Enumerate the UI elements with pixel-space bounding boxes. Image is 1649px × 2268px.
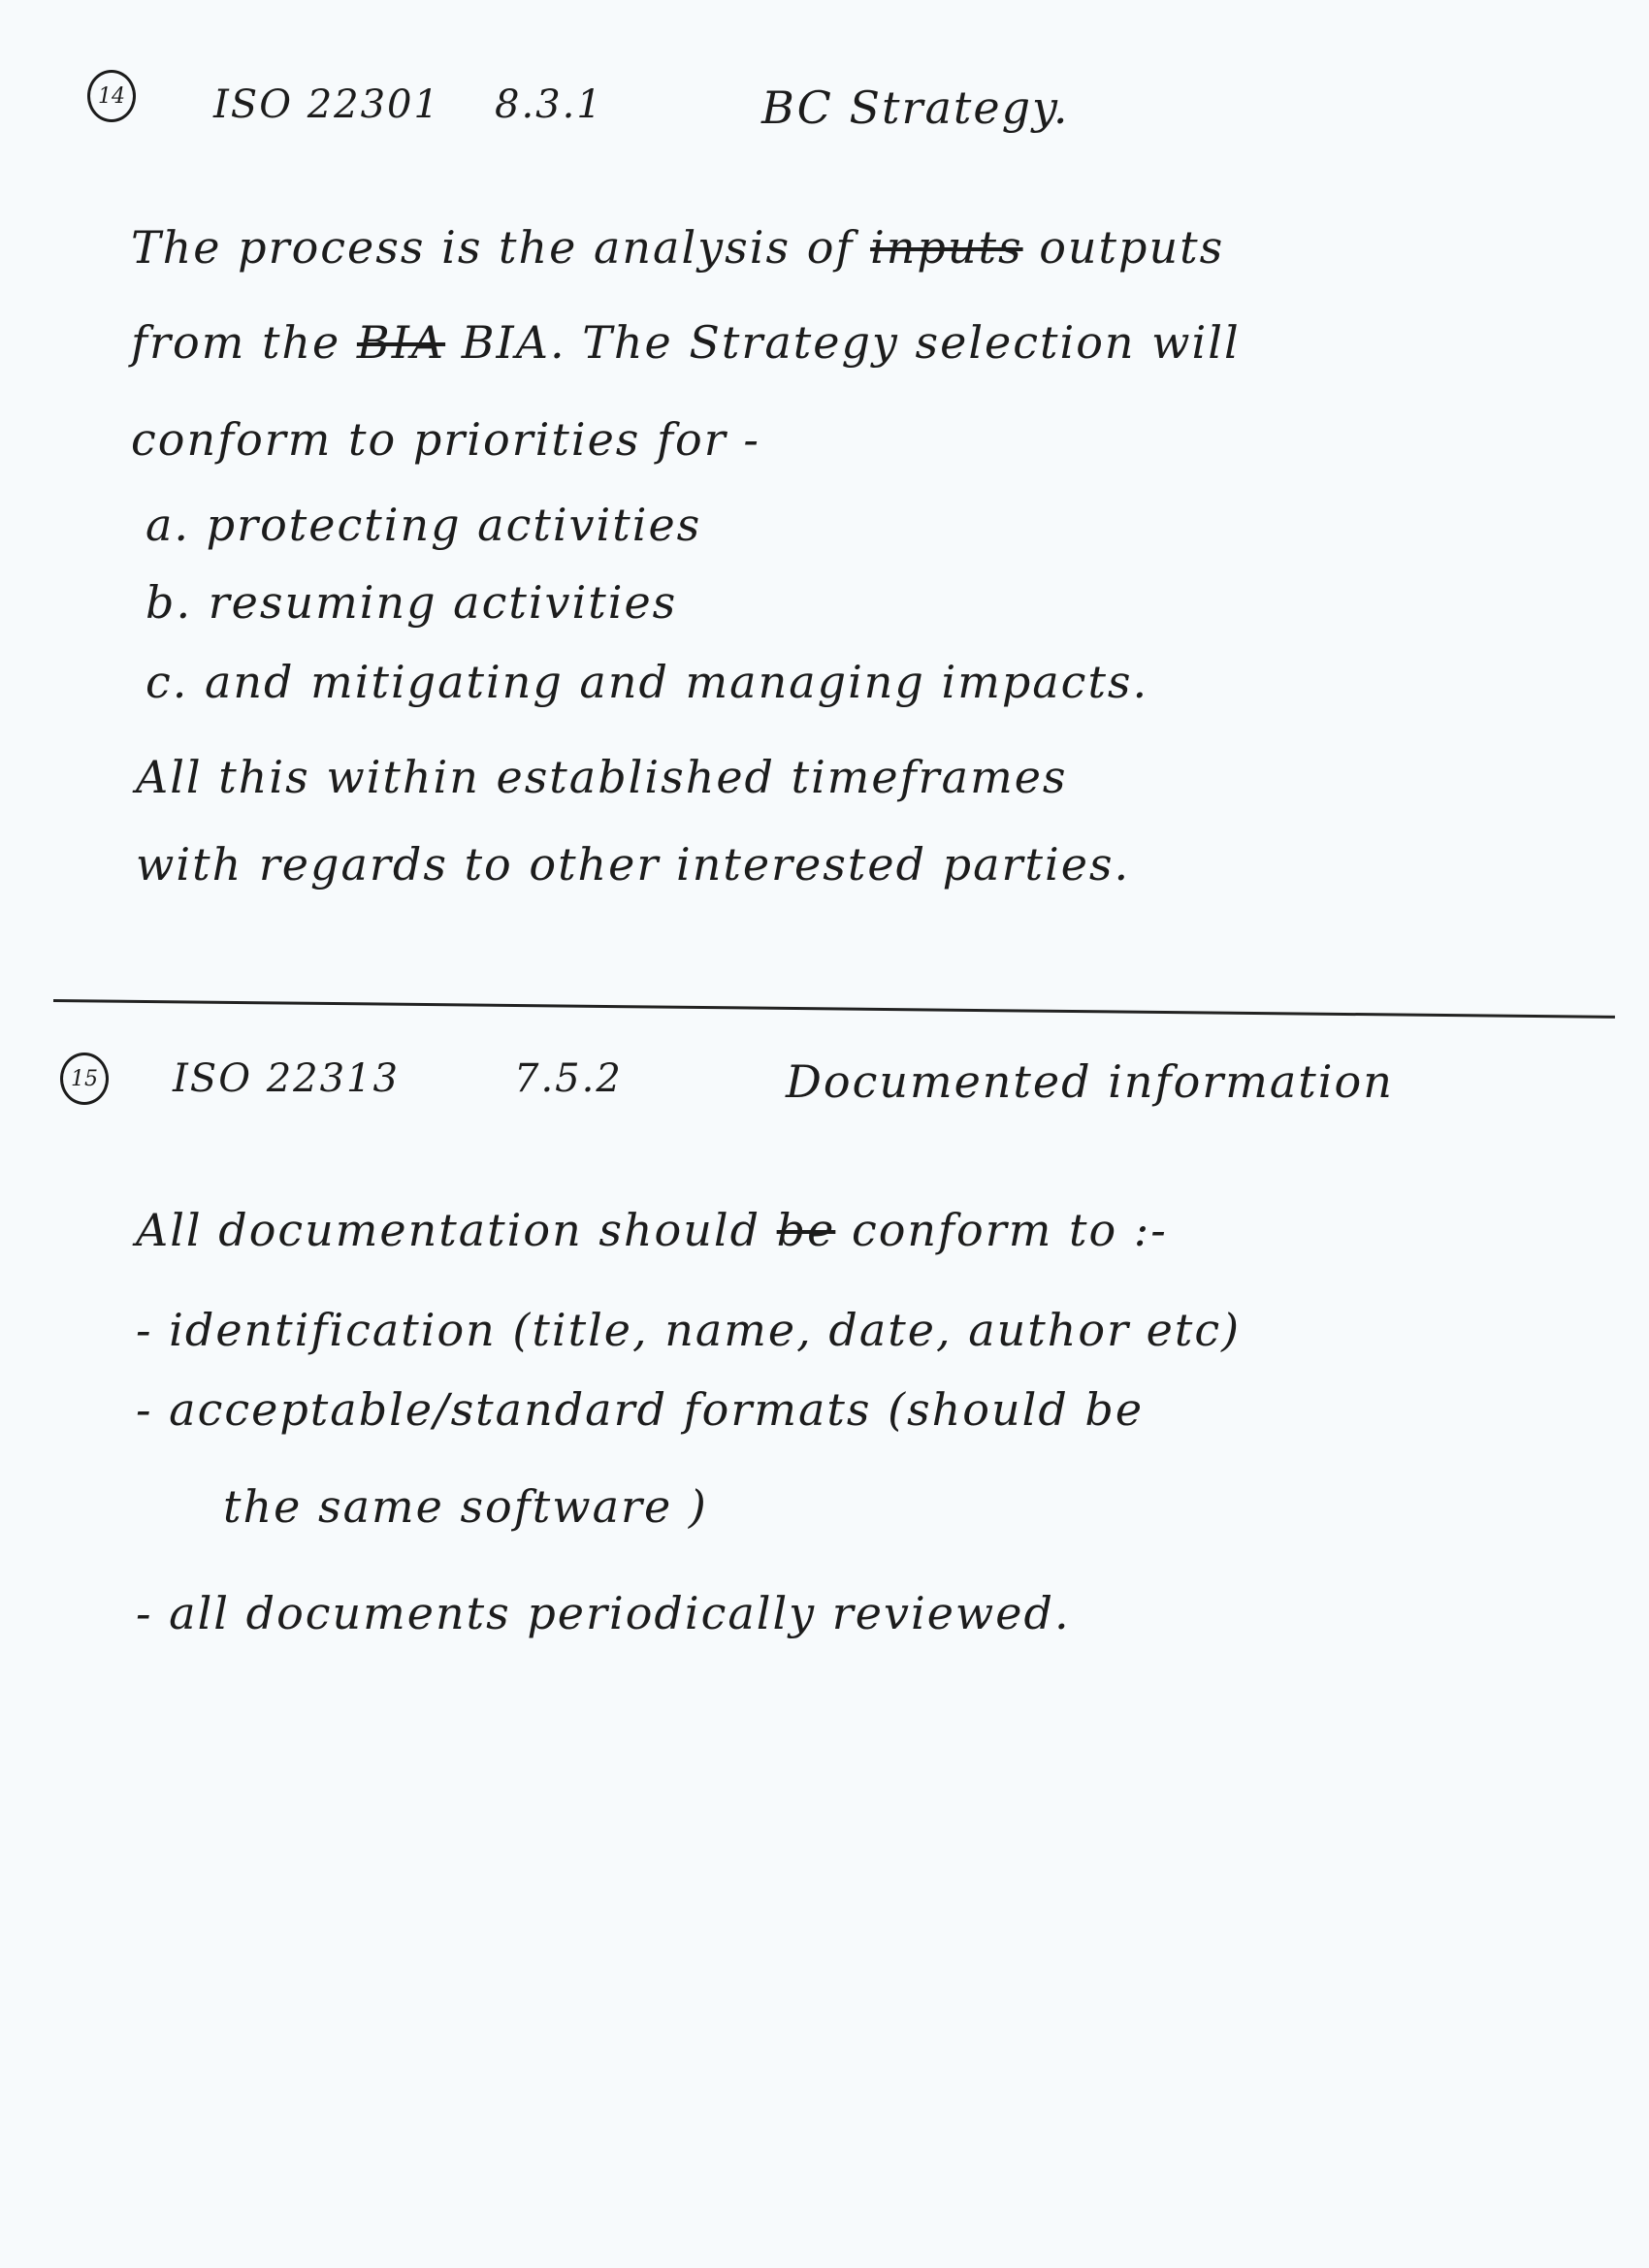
section-number-14: 14 xyxy=(87,70,136,122)
section-14-item-a: a. protecting activities xyxy=(146,499,702,551)
section-14-line-2 xyxy=(131,316,1241,369)
section-divider xyxy=(53,999,1615,1019)
line-2-text-b: BIA. The Strategy selection will xyxy=(461,316,1241,369)
line-2-text-a: from the xyxy=(131,316,341,369)
section-14-item-b: b. resuming activities xyxy=(146,576,678,629)
line-1-text-b: outputs xyxy=(1039,221,1225,274)
section-15-bullet-formats-cont: the same software ) xyxy=(223,1480,708,1533)
section-15-intro xyxy=(136,1204,1168,1256)
intro-text-b: conform to :- xyxy=(851,1204,1168,1256)
line-1-struck-word: inputs xyxy=(870,221,1023,274)
section-14-item-c: c. and mitigating and managing impacts. xyxy=(146,656,1149,708)
section-14-line-1 xyxy=(131,221,1225,274)
section-15-standard: ISO 22313 xyxy=(173,1056,400,1101)
section-15-bullet-reviewed: - all documents periodically reviewed. xyxy=(136,1587,1071,1639)
line-1-text-a: The process is the analysis of xyxy=(131,221,855,274)
section-14-clause: 8.3.1 xyxy=(495,82,603,127)
line-2-struck-word: BIA xyxy=(356,316,446,369)
section-15-bullet-identification: - identification (title, name, date, author etc) xyxy=(136,1304,1242,1356)
section-15-clause: 7.5.2 xyxy=(514,1056,623,1101)
section-14-title: BC Strategy. xyxy=(761,81,1070,134)
section-15-title: Documented information xyxy=(786,1055,1394,1108)
section-14-line-3: conform to priorities for - xyxy=(131,413,760,466)
section-number-15: 15 xyxy=(60,1053,109,1105)
section-14-line-4: All this within established timeframes xyxy=(136,751,1068,803)
intro-struck-word: be xyxy=(776,1204,836,1256)
section-14-standard: ISO 22301 xyxy=(213,82,440,127)
section-15-bullet-formats: - acceptable/standard formats (should be xyxy=(136,1383,1145,1436)
intro-text-a: All documentation should xyxy=(136,1204,761,1256)
section-14-line-5: with regards to other interested parties. xyxy=(136,838,1131,891)
